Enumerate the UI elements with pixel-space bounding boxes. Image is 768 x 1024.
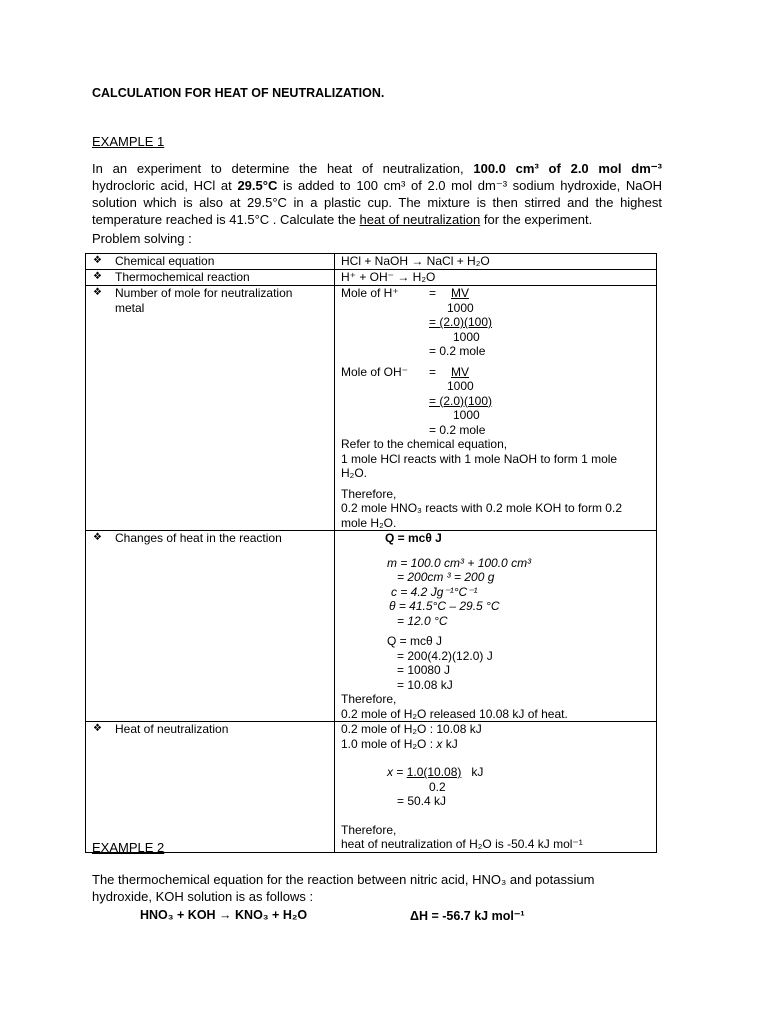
heat-released-text: 0.2 mole of H₂O released 10.08 kJ of heat. <box>341 706 568 721</box>
q-line: = 200(4.2)(12.0) J <box>397 648 493 663</box>
ratio-line <box>341 737 656 752</box>
mole-oh-result: = 0.2 mole <box>429 422 486 437</box>
ratio-text: 1.0 mole of H₂O : <box>341 736 434 751</box>
reaction-text: H₂O. <box>341 466 367 480</box>
mv-numerator: MV <box>451 286 469 300</box>
denominator: 1000 <box>447 379 474 393</box>
reaction-text: mole H₂O. <box>341 515 397 530</box>
row-label: Thermochemical reaction <box>115 270 250 284</box>
mass-result: = 200cm ³ = 200 g <box>397 570 495 584</box>
intro-text: temperature reached is 41.5°C . Calculate the <box>92 212 356 227</box>
final-answer: heat of neutralization of H₂O is -50.4 kJ mol⁻¹ <box>341 837 583 851</box>
reaction-text: 0.2 mole HNO₃ reacts with 0.2 mole KOH to form 0.2 <box>341 501 622 515</box>
therefore-text: Therefore, <box>341 486 397 501</box>
mole-h-result: = 0.2 mole <box>429 344 486 358</box>
mole-oh-label: Mole of OH⁻ <box>341 364 409 379</box>
example-2-line: hydroxide, KOH solution is as follows : <box>92 889 314 904</box>
substitution: = (2.0)(100) <box>429 393 493 408</box>
mole-h-label: Mole of H⁺ <box>341 286 399 300</box>
table-row-thermochemical <box>86 270 657 286</box>
row-label: Changes of heat in the reaction <box>115 531 282 545</box>
table-row-number-of-mole <box>86 286 657 531</box>
thermochemical-value: H⁺ + OH⁻ → H₂O <box>341 270 436 284</box>
equals-sign: = <box>393 765 407 779</box>
mv-numerator: MV <box>451 364 469 379</box>
moles-calculation <box>335 286 656 530</box>
example-2-text <box>92 871 594 905</box>
solution-table <box>85 253 657 853</box>
row-label-line: metal <box>115 300 145 315</box>
x-result: = 50.4 kJ <box>397 794 447 808</box>
x-calculation <box>341 765 656 780</box>
table-row-heat-change <box>86 531 657 722</box>
x-unit: kJ <box>471 765 484 779</box>
problem-solving-label: Problem solving : <box>92 231 192 246</box>
refer-text: Refer to the chemical equation, <box>341 437 508 451</box>
denominator: 1000 <box>447 300 474 315</box>
example-1-heading: EXAMPLE 1 <box>92 134 165 149</box>
therefore-text: Therefore, <box>341 822 397 837</box>
intro-text: for the experiment. <box>483 212 593 227</box>
x-denominator: 0.2 <box>429 779 446 794</box>
table-row-heat-of-neutralization <box>86 722 657 853</box>
intro-underlined-term: heat of neutralization <box>359 212 481 227</box>
intro-line-2 <box>92 177 662 194</box>
substitution: = (2.0)(100) <box>429 315 493 329</box>
reaction-text: 1 mole HCl reacts with 1 mole NaOH to form 1 mole <box>341 451 618 466</box>
example-2-heading: EXAMPLE 2 <box>92 840 165 855</box>
diamond-bullet-icon: ❖ <box>93 271 102 282</box>
diamond-bullet-icon: ❖ <box>93 287 102 298</box>
equals-sign: = <box>429 286 437 300</box>
row-label <box>115 286 292 315</box>
diamond-bullet-icon: ❖ <box>93 723 102 734</box>
heat-change-calculation <box>335 531 656 721</box>
intro-bold-quantity: 100.0 cm³ of 2.0 mol dm⁻³ <box>473 161 662 176</box>
diamond-bullet-icon: ❖ <box>93 255 102 266</box>
temperature-change: θ = 41.5°C – 29.5 °C <box>389 599 500 613</box>
q-line: = 10080 J <box>397 663 451 677</box>
intro-line-4 <box>92 211 662 228</box>
intro-text: hydrocloric acid, HCl at <box>92 178 232 193</box>
intro-text: In an experiment to determine the heat of neutralization, <box>92 161 464 176</box>
mole-h-line <box>341 286 656 301</box>
table-row-chemical-equation <box>86 254 657 270</box>
specific-heat: c = 4.2 Jg⁻¹°C⁻¹ <box>391 584 478 599</box>
row-label: Chemical equation <box>115 254 215 268</box>
equals-sign: = <box>429 364 437 379</box>
unknown-x: x <box>387 765 393 779</box>
substitution-line <box>341 394 656 409</box>
ratio-line: 0.2 mole of H₂O : 10.08 kJ <box>341 722 482 736</box>
diamond-bullet-icon: ❖ <box>93 532 102 543</box>
therefore-text: Therefore, <box>341 692 397 706</box>
temperature-result: = 12.0 °C <box>397 613 448 628</box>
page-title: CALCULATION FOR HEAT OF NEUTRALIZATION. <box>92 86 385 100</box>
intro-line-3: solution which is also at 29.5°C in a plastic cup. The mixture is then stirred and the highest <box>92 195 662 210</box>
ratio-unit: kJ <box>445 736 458 751</box>
example-1-intro <box>92 160 662 228</box>
chemical-equation-value: HCl + NaOH → NaCl + H₂O <box>341 254 490 268</box>
row-label-line: Number of mole for neutralization <box>115 286 293 300</box>
thermochemical-equation: HNO₃ + KOH → KNO₃ + H₂O <box>140 908 308 922</box>
denominator: 1000 <box>453 408 480 422</box>
denominator: 1000 <box>453 329 480 344</box>
intro-text: is added to 100 cm³ of 2.0 mol dm⁻³ sodium hydroxide, NaOH <box>282 178 662 193</box>
heat-formula: Q = mcθ J <box>385 531 442 545</box>
intro-line-1 <box>92 160 662 177</box>
q-line: Q = mcθ J <box>387 634 443 648</box>
substitution-line <box>341 315 656 330</box>
row-label: Heat of neutralization <box>115 722 229 736</box>
example-2-line: The thermochemical equation for the reaction between nitric acid, HNO₃ and potassium <box>92 872 595 887</box>
q-line: = 10.08 kJ <box>397 677 453 692</box>
unknown-x: x <box>436 736 443 751</box>
mole-oh-line <box>341 365 656 380</box>
intro-bold-temp: 29.5°C <box>237 178 278 193</box>
x-numerator: 1.0(10.08) <box>406 765 462 779</box>
enthalpy-change: ΔH = -56.7 kJ mol⁻¹ <box>410 909 525 923</box>
heat-neutralization-calculation <box>335 722 656 852</box>
mass-line: m = 100.0 cm³ + 100.0 cm³ <box>387 555 532 570</box>
